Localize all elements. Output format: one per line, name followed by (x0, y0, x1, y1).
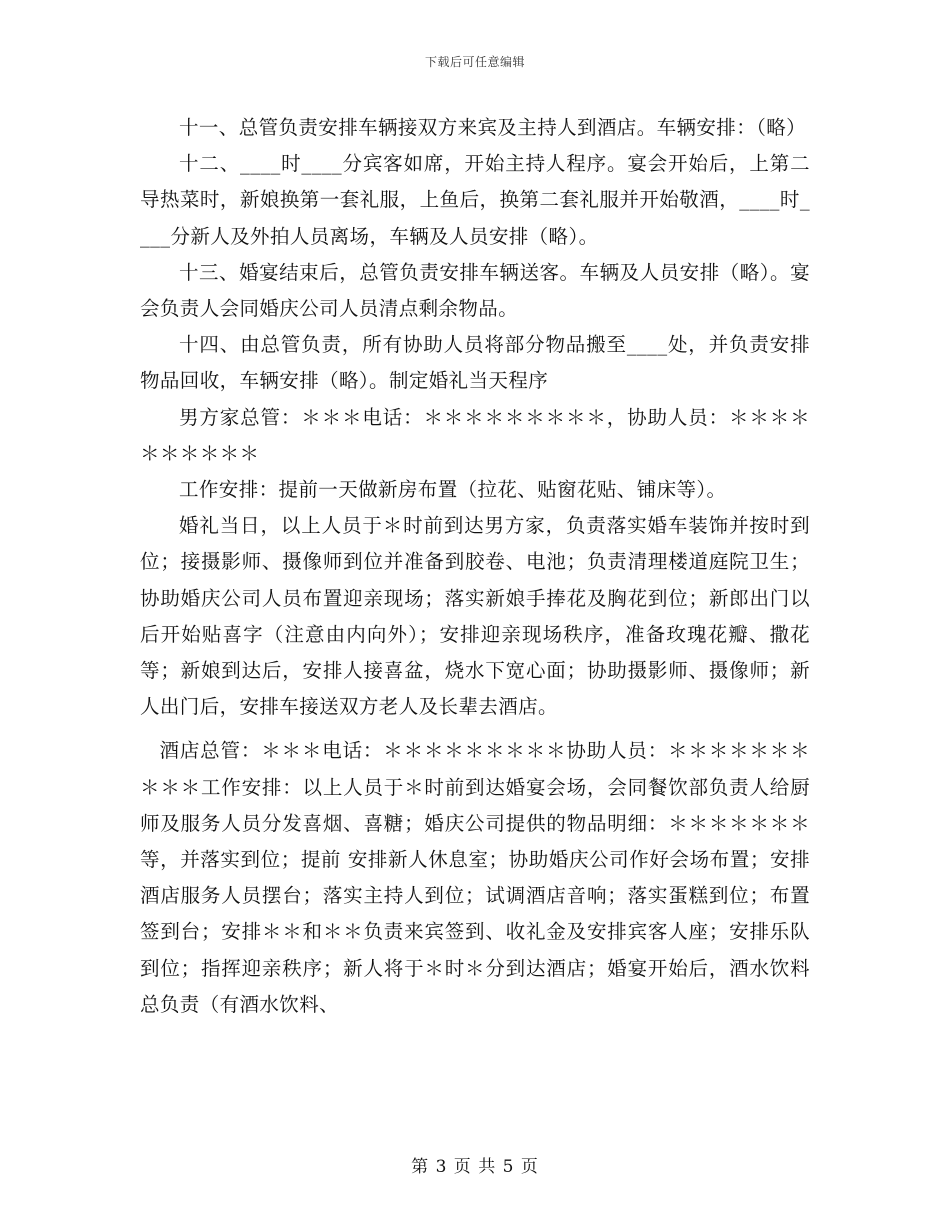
paragraph-13: 十三、婚宴结束后，总管负责安排车辆送客。车辆及人员安排（略）。宴会负责人会同婚庆公司人员清点剩余物品。 (140, 260, 810, 321)
work-arrangement: 工作安排：提前一天做新房布置（拉花、贴窗花贴、铺床等）。 (179, 478, 727, 502)
paragraph-12: 十二、____时____分宾客如席，开始主持人程序。宴会开始后，上第二导热菜时，新娘换第一套礼服，上鱼后，换第二套礼服并开始敬酒，____时____分新人及外拍人员离场，车辆及人员安排（略）。 (140, 152, 810, 248)
paragraph-gap (140, 725, 810, 733)
wedding-day-tasks: 婚礼当日，以上人员于＊时前到达男方家，负责落实婚车装饰并按时到位；接摄影师、摄像师到位并准备到胶卷、电池；负责清理楼道庭院卫生；协助婚庆公司人员布置迎亲现场；落实新娘手捧花及胸花到位；新郎出门以后开始贴喜字（注意由内向外）；安排迎亲现场秩序，准备玫瑰花瓣、撒花等；新娘到达后，安排人接喜盆，烧水下宽心面；协助摄影师、摄像师；新人出门后，安排车接送双方老人及长辈去酒店。 (140, 514, 810, 719)
paragraph-14: 十四、由总管负责，所有协助人员将部分物品搬至____处，并负责安排物品回收，车辆安排（略）。制定婚礼当天程序 (140, 333, 810, 393)
page-header: 下载后可任意编辑 (424, 55, 525, 69)
page-number: 第 3 页 共 5 页 (411, 1157, 539, 1177)
hotel-manager: 酒店总管：＊＊＊电话：＊＊＊＊＊＊＊＊＊协助人员：＊＊＊＊＊＊＊＊＊＊工作安排：以上人员于＊时前到达婚宴会场，会同餐饮部负责人给厨师及服务人员分发喜烟、喜糖；婚庆公司提供的物品明细：＊＊＊＊＊＊＊等，并落实到位；提前 安排新人休息室；协助婚庆公司作好会场布置；安排酒店服务人员摆台；落实主持人到位；试调酒店音响；落实蛋糕到位；布置签到台；安排＊＊和＊＊负责来宾签到、收礼金及安排宾客人座；安排乐队到位；指挥迎亲秩序；新人将于＊时＊分到达酒店；婚宴开始后，酒水饮料总负责（有酒水饮料、 (140, 739, 810, 1016)
document-body (140, 110, 810, 1023)
groom-family-manager: 男方家总管：＊＊＊电话：＊＊＊＊＊＊＊＊＊，协助人员：＊＊＊＊＊＊＊＊＊＊ (140, 405, 810, 465)
paragraph-11: 十一、总管负责安排车辆接双方来宾及主持人到酒店。车辆安排：（略） (179, 116, 807, 139)
